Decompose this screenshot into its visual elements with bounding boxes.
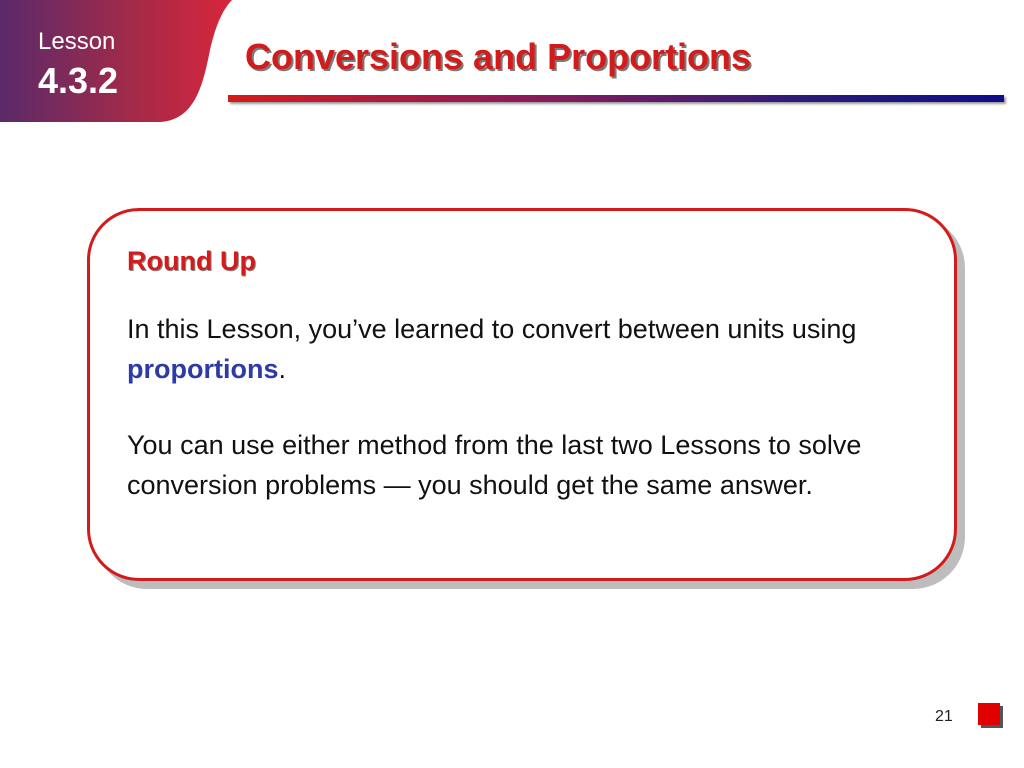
lesson-number: 4.3.2 bbox=[38, 60, 119, 101]
lesson-tab-background bbox=[0, 0, 240, 122]
proportions-keyword: proportions bbox=[127, 354, 279, 384]
title-underline bbox=[228, 95, 1004, 102]
slide-title: Conversions and Proportions bbox=[245, 36, 752, 77]
lesson-tab bbox=[0, 0, 240, 122]
paragraph-1-text: In this Lesson, you’ve learned to convert between units using bbox=[127, 314, 857, 344]
next-slide-button[interactable] bbox=[978, 703, 1000, 725]
roundup-box bbox=[87, 208, 957, 581]
lesson-label: Lesson bbox=[38, 28, 116, 55]
roundup-paragraph-1 bbox=[127, 309, 942, 389]
paragraph-1-end: . bbox=[278, 354, 286, 384]
roundup-paragraph-2: You can use either method from the last two Lessons to solve conversion problems — you should get the same answer. bbox=[127, 430, 862, 500]
roundup-heading: Round Up bbox=[127, 246, 256, 276]
page-number: 21 bbox=[935, 708, 953, 725]
